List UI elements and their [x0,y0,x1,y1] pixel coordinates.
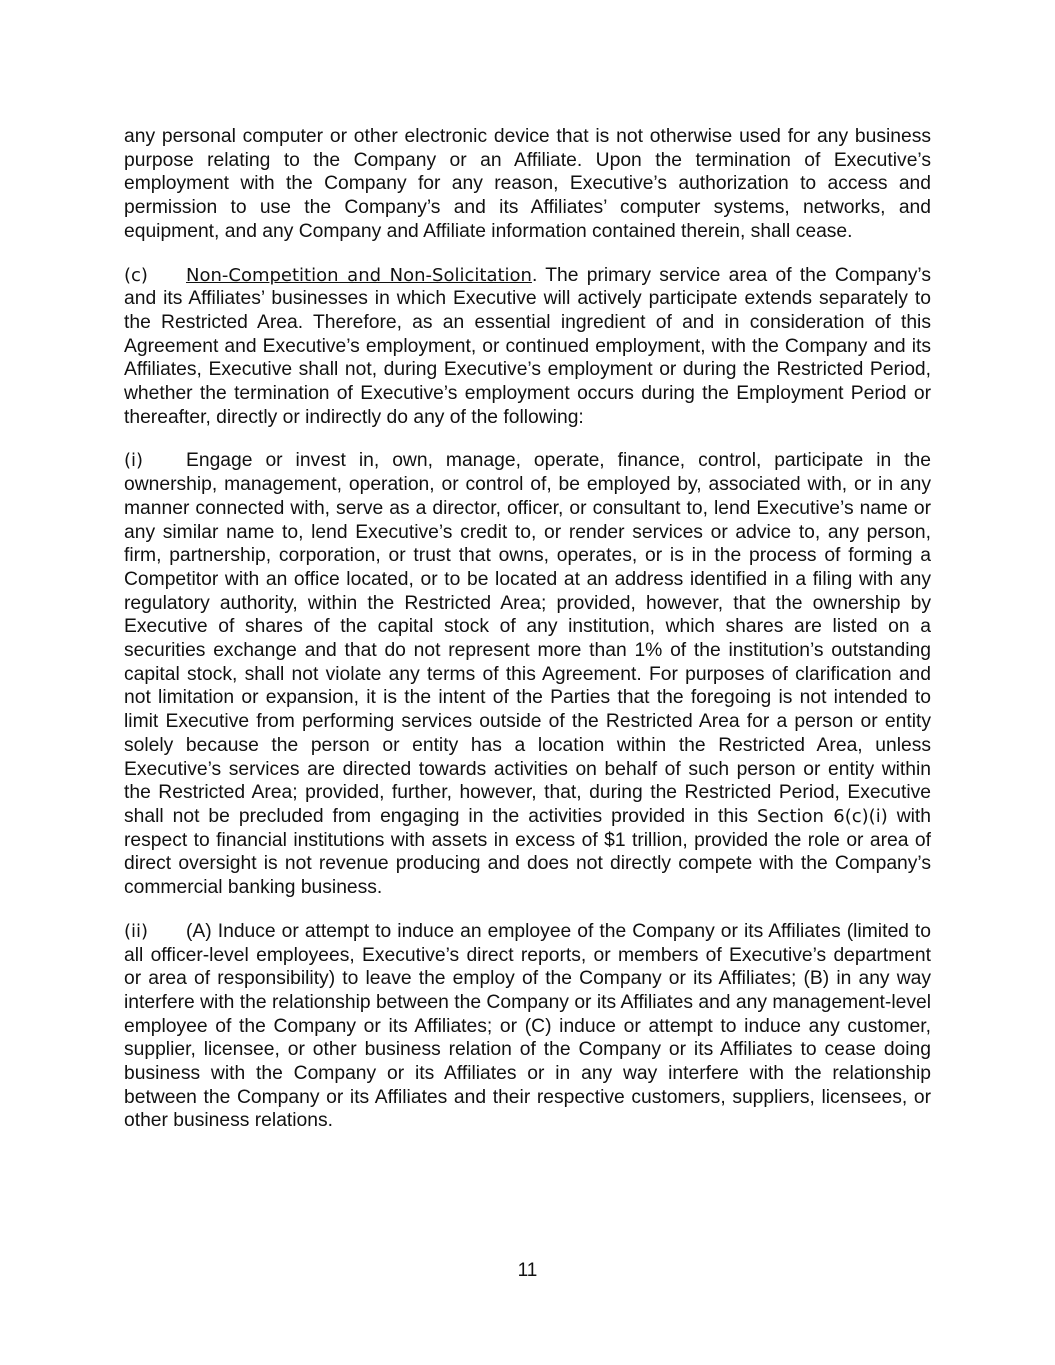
page-number: 11 [517,1260,538,1281]
paragraph-continuation: any personal computer or other electronic device that is not otherwise used for any business purpose relating to the Company or an Affiliate. Upon the termination of Executive’s employment with the Company for any reason, Executive’s authorization to access and permission to use the Company’s and its Affiliates’ computer systems, networks, and equipment, and any Company and Affiliate information contained therein, shall cease. [124,126,931,242]
section-reference: Section 6(c)(i) [757,805,888,827]
paragraph-ii-text: (A) Induce or attempt to induce an employee of the Company or its Affiliates (limited to all officer-level employees, Executive’s direct reports, or members of Executive’s department or area of responsibility) to leave the employ of the Company or its Affiliates; (B) in any way interfere with the relationship between the Company or its Affiliates and any management-level employee of the Company or its Affiliates; or (C) induce or attempt to induce any customer, supplier, licensee, or other business relation of the Company or its Affiliates to cease doing business with the Company or its Affiliates or in any way interfere with the relationship between the Company or its Affiliates and their respective customers, suppliers, licensees, or other business relations. [124,920,931,1132]
paragraph-i-label: (i) [124,450,144,472]
paragraph-c-label: (c) [124,264,148,286]
paragraph-i-text-b: with respect to financial institutions with assets in excess of $1 trillion, provided the role or area of direct oversight is not revenue producing and does not directly compete with the Company’s commercial banking business. [124,805,931,899]
paragraph-c-heading: Non-Competition and Non-Solicitation [186,264,532,286]
paragraph-i [124,449,931,899]
paragraph-i-text-a: Engage or invest in, own, manage, operate, finance, control, participate in the ownership, management, operation, or control of, be employed by, associated with, or in any manner connected with, serve as a director, officer, or consultant to, lend Executive’s name or any similar name to, lend Executive’s credit to, or render services or advice to, any person, firm, partnership, corporation, or trust that owns, operates, or is in the process of forming a Competitor with an office located, or to be located at an address identified in a filing with any regulatory authority, within the Restricted Area; provided, however, that the ownership by Executive of shares of the capital stock of any institution, which shares are listed on a securities exchange and that do not represent more than 1% of the institution’s outstanding capital stock, shall not violate any terms of this Agreement. For purposes of clarification and not limitation or expansion, it is the intent of the Parties that the foregoing is not intended to limit Executive from performing services outside of the Restricted Area for a person or entity solely because the person or entity has a location within the Restricted Area, unless Executive’s services are directed towards activities on behalf of such person or entity within the Restricted Area; provided, further, however, that, during the Restricted Period, Executive shall not be precluded from engaging in the activities provided in this [124,450,931,827]
paragraph-c-text: . The primary service area of the Company’s and its Affiliates’ businesses in which Executive will actively participate extends separately to the Restricted Area. Therefore, as an essential ingredient of and in consideration of this Agreement and Executive’s employment, or continued employment, with the Company and its Affiliates, Executive shall not, during Executive’s employment or during the Restricted Period, whether the termination of Executive’s employment occurs during the Employment Period or thereafter, directly or indirectly do any of the following: [124,264,931,428]
paragraph-ii [124,920,931,1133]
paragraph-ii-label: (ii) [124,920,149,942]
document-body [124,125,931,1153]
paragraph-c [124,264,931,430]
